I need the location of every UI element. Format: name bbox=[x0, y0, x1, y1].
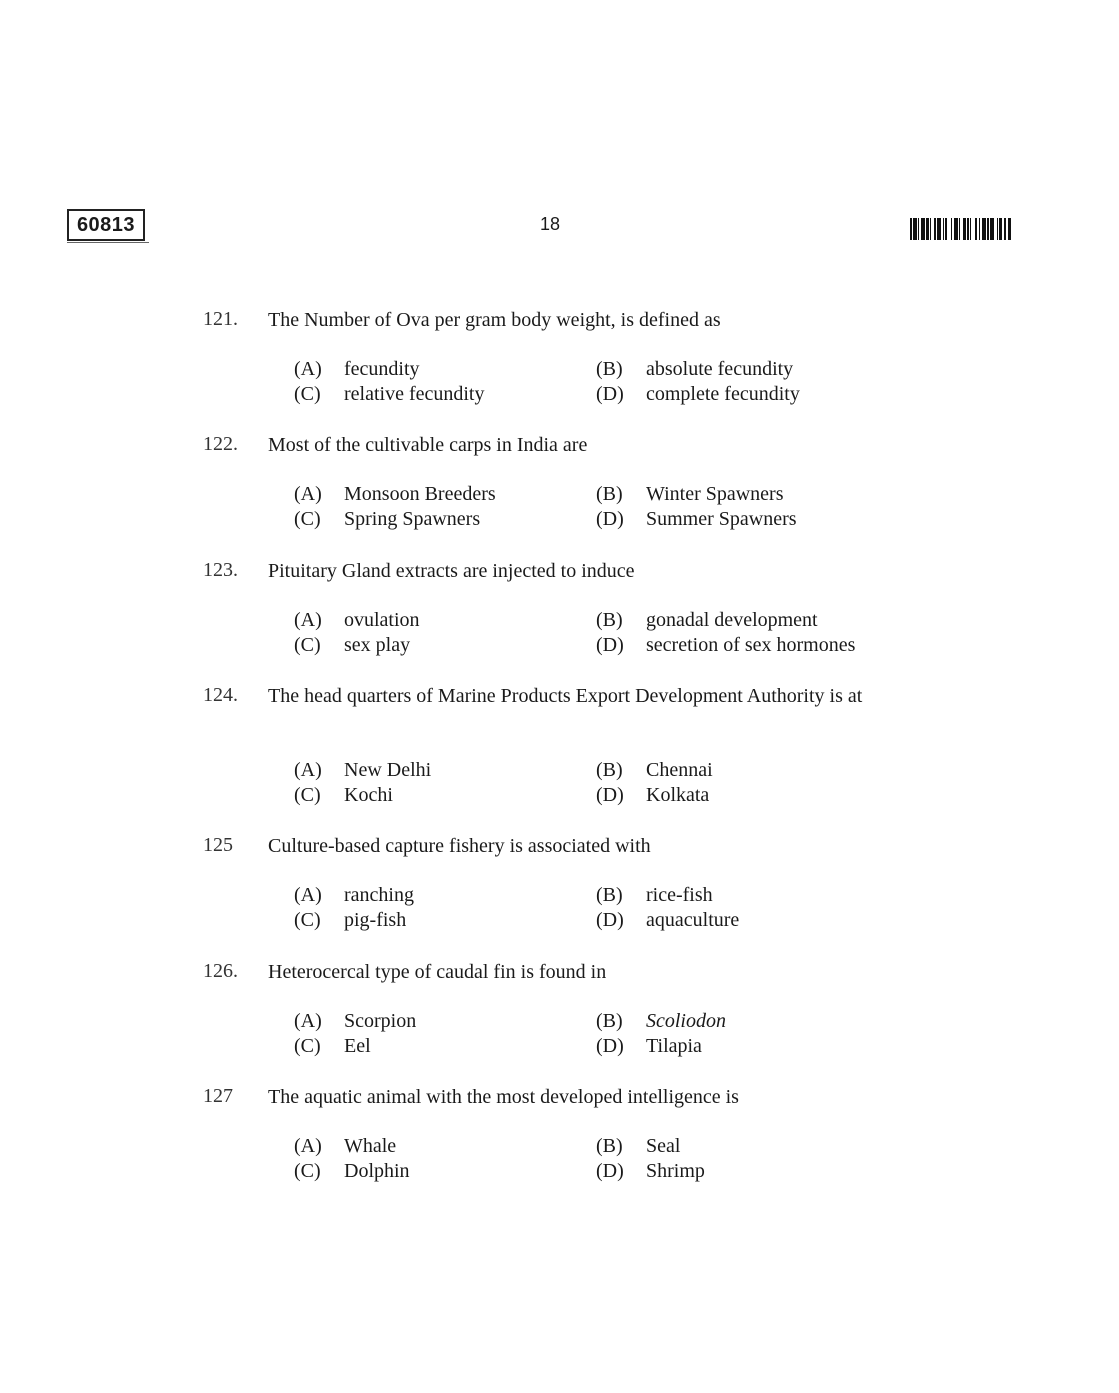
option-b: (B) absolute fecundity bbox=[596, 358, 794, 380]
option-d: (D) Tilapia bbox=[596, 1035, 702, 1057]
option-a: (A) Scorpion bbox=[294, 1010, 417, 1032]
question-number: 123. bbox=[203, 559, 238, 581]
option-b: (B) Seal bbox=[596, 1135, 681, 1157]
question-text: Culture-based capture fishery is associated with bbox=[268, 835, 651, 857]
option-c: (C) sex play bbox=[294, 634, 411, 656]
question-text: Pituitary Gland extracts are injected to induce bbox=[268, 560, 635, 582]
option-d: (D) secretion of sex hormones bbox=[596, 634, 856, 656]
barcode-image bbox=[910, 218, 1042, 240]
question-text: Heterocercal type of caudal fin is found in bbox=[268, 961, 607, 983]
paper-code: 60813 bbox=[76, 213, 136, 236]
option-a: (A) fecundity bbox=[294, 358, 420, 380]
question-text: The head quarters of Marine Products Export Development Authority is at bbox=[268, 685, 863, 707]
option-a: (A) Monsoon Breeders bbox=[294, 483, 496, 505]
option-a: (A) ranching bbox=[294, 884, 414, 906]
paper-code-box bbox=[67, 209, 145, 241]
question-text: The Number of Ova per gram body weight, is defined as bbox=[268, 309, 721, 331]
option-c: (C) pig-fish bbox=[294, 909, 407, 931]
question-number: 122. bbox=[203, 433, 238, 455]
option-d: (D) complete fecundity bbox=[596, 383, 800, 405]
option-a: (A) New Delhi bbox=[294, 759, 432, 781]
option-b: (B) Scoliodon bbox=[596, 1010, 726, 1032]
option-b: (B) Chennai bbox=[596, 759, 713, 781]
question-text: Most of the cultivable carps in India are bbox=[268, 434, 588, 456]
option-c: (C) Kochi bbox=[294, 784, 393, 806]
option-c: (C) Dolphin bbox=[294, 1160, 410, 1182]
option-d: (D) Summer Spawners bbox=[596, 508, 797, 530]
option-c: (C) Spring Spawners bbox=[294, 508, 481, 530]
option-a: (A) ovulation bbox=[294, 609, 420, 631]
option-b: (B) rice-fish bbox=[596, 884, 713, 906]
question-number: 125 bbox=[203, 834, 233, 856]
question-number: 127 bbox=[203, 1085, 233, 1107]
option-d: (D) Kolkata bbox=[596, 784, 710, 806]
option-d: (D) aquaculture bbox=[596, 909, 740, 931]
question-number: 126. bbox=[203, 960, 238, 982]
option-c: (C) relative fecundity bbox=[294, 383, 485, 405]
option-b: (B) Winter Spawners bbox=[596, 483, 784, 505]
question-number: 124. bbox=[203, 684, 238, 706]
option-a: (A) Whale bbox=[294, 1135, 397, 1157]
option-d: (D) Shrimp bbox=[596, 1160, 705, 1182]
page-number: 18 bbox=[540, 214, 561, 234]
question-number: 121. bbox=[203, 308, 238, 330]
option-c: (C) Eel bbox=[294, 1035, 371, 1057]
option-b: (B) gonadal development bbox=[596, 609, 818, 631]
question-text: The aquatic animal with the most developed intelligence is bbox=[268, 1086, 739, 1108]
